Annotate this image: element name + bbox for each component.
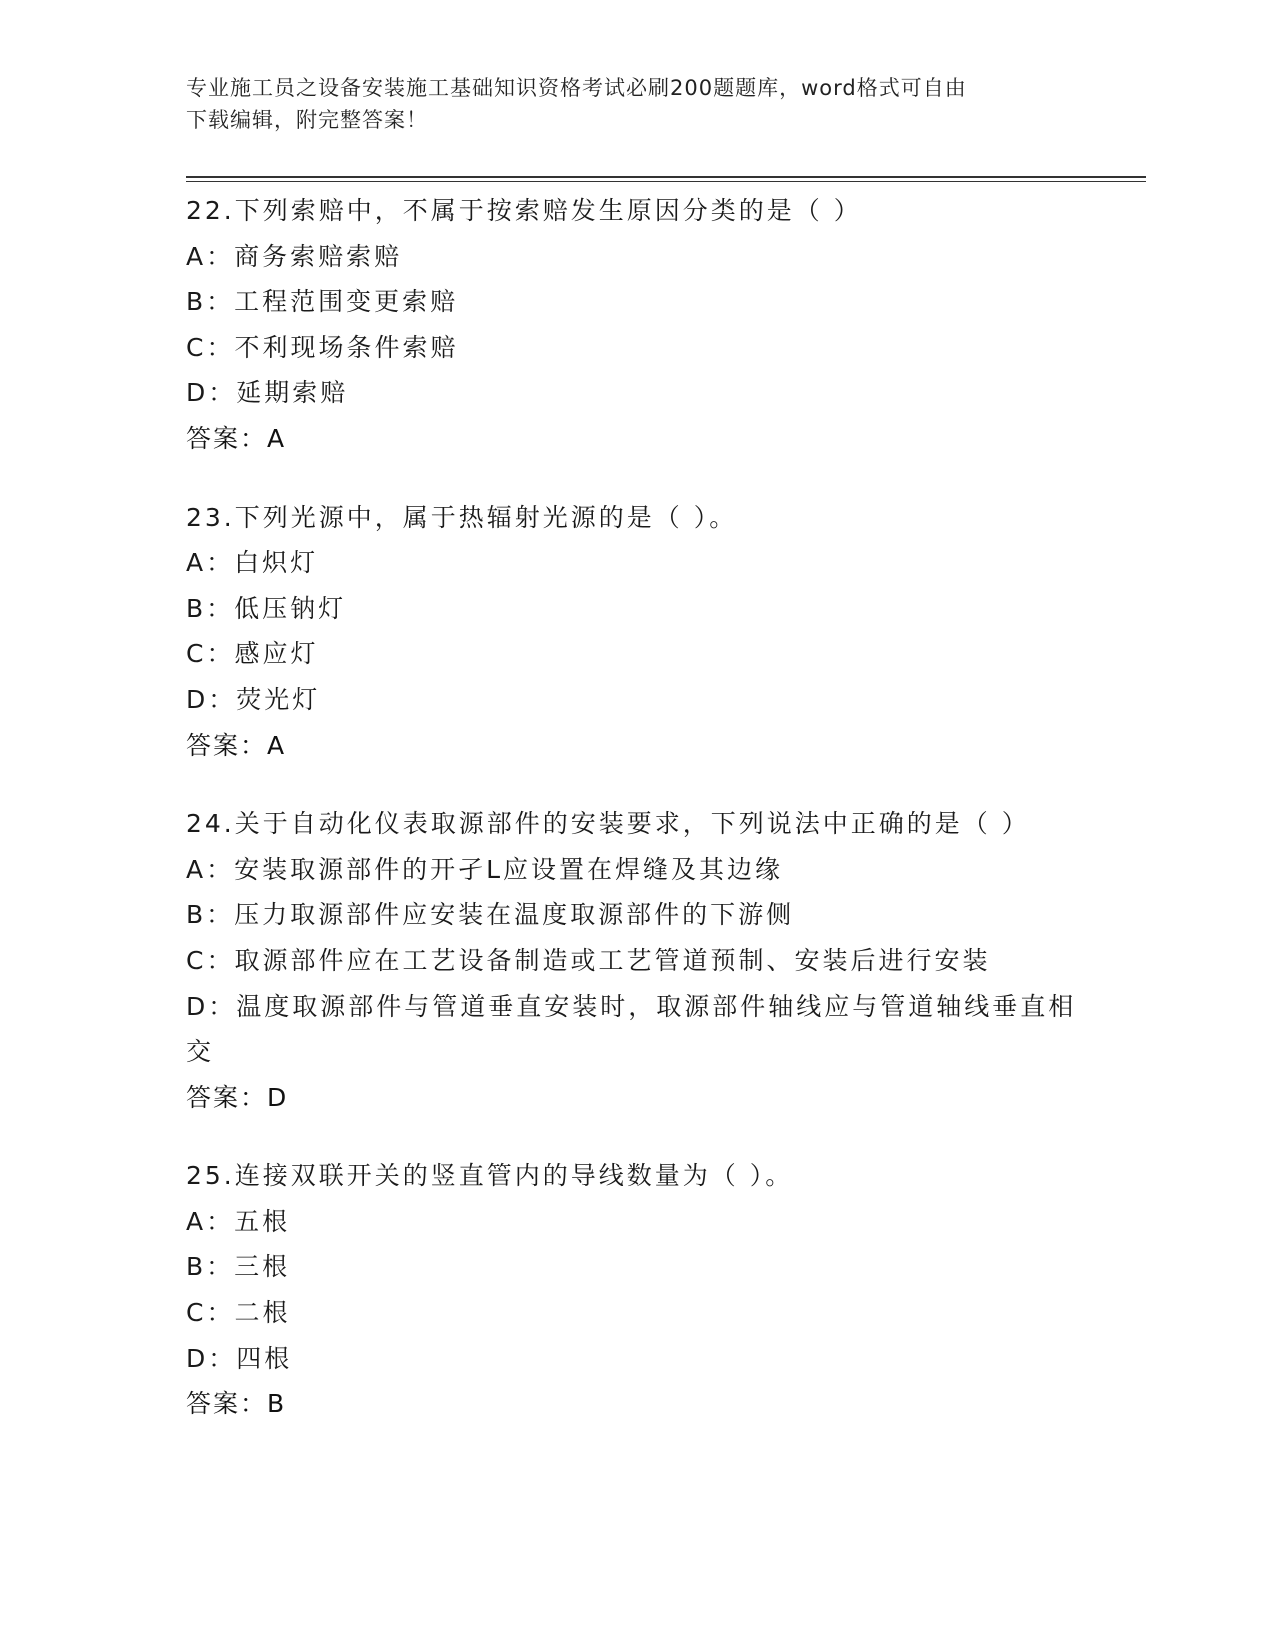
header-divider-thick	[186, 176, 1146, 178]
answer-label: 答案：	[186, 1389, 268, 1419]
option-a: A：五根	[186, 1206, 291, 1236]
option-a: A：商务索赔索赔	[186, 241, 403, 271]
option-b: B：压力取源部件应安装在温度取源部件的下游侧	[186, 900, 795, 930]
option-c: C：取源部件应在工艺设备制造或工艺管道预制、安装后进行安装	[186, 945, 991, 975]
option-c: C：二根	[186, 1298, 291, 1328]
answer-line	[186, 723, 1086, 769]
option-b: B：三根	[186, 1252, 291, 1282]
answer-value: A	[267, 730, 287, 760]
option-d: D：温度取源部件与管道垂直安装时，取源部件轴线应与管道轴线垂直相交	[186, 991, 1077, 1067]
question-stem: 22.下列索赔中，不属于按索赔发生原因分类的是（ ）	[186, 196, 862, 225]
option-d: D：荧光灯	[186, 684, 321, 714]
option-c: C：感应灯	[186, 639, 319, 669]
answer-label: 答案：	[186, 1082, 268, 1112]
option-d: D：四根	[186, 1343, 293, 1373]
option-c: C：不利现场条件索赔	[186, 332, 459, 362]
header-line-1: 专业施工员之设备安装施工基础知识资格考试必刷200题题库，word格式可自由	[186, 76, 967, 100]
option-a: A：白炽灯	[186, 548, 319, 578]
question-stem: 25.连接双联开关的竖直管内的导线数量为（ ）。	[186, 1161, 794, 1191]
option-a: A：安装取源部件的开孑L应设置在焊缝及其边缘	[186, 854, 784, 884]
option-d: D：延期索赔	[186, 378, 349, 408]
header-line-2: 下载编辑，附完整答案！	[186, 108, 428, 132]
question-stem: 23.下列光源中，属于热辐射光源的是（ ）。	[186, 502, 738, 532]
answer-line	[186, 1075, 1086, 1121]
answer-line	[186, 1381, 1086, 1427]
answer-value: B	[267, 1389, 287, 1419]
document-header	[186, 72, 1066, 136]
option-b: B：低压钠灯	[186, 593, 347, 623]
option-b: B：工程范围变更索赔	[186, 287, 459, 317]
question-25	[186, 1153, 1086, 1427]
answer-value: A	[267, 423, 287, 453]
answer-line	[186, 416, 1086, 462]
header-divider-thin	[186, 181, 1146, 182]
question-23	[186, 495, 1086, 769]
question-stem: 24.关于自动化仪表取源部件的安装要求，下列说法中正确的是（ ）	[186, 809, 1030, 839]
question-24	[186, 801, 1086, 1120]
answer-value: D	[267, 1082, 289, 1112]
answer-label: 答案：	[186, 423, 268, 453]
answer-label: 答案：	[186, 730, 268, 760]
question-list	[186, 188, 1086, 1460]
question-22	[186, 188, 1086, 462]
